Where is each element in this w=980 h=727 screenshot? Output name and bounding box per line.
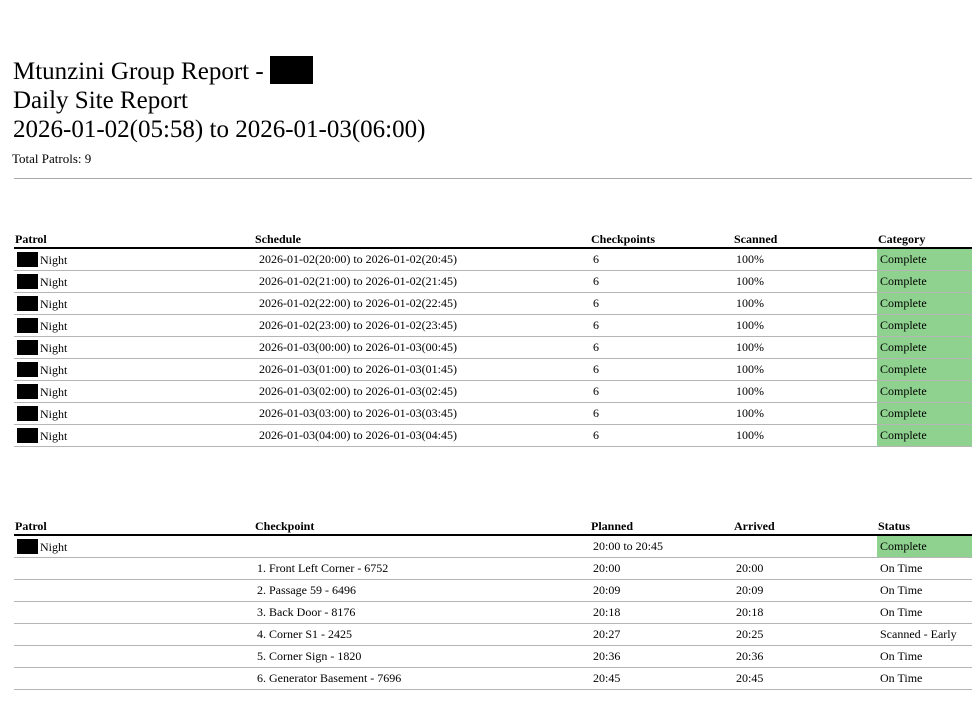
summary-scanned: 100% [733,403,877,425]
detail-checkpoint-row [14,558,972,580]
summary-patrol-name: Night [40,362,68,377]
summary-category: Complete [877,248,972,271]
summary-schedule: 2026-01-03(02:00) to 2026-01-03(02:45) [254,381,590,403]
detail-header-arrived: Arrived [733,516,877,535]
summary-schedule: 2026-01-02(22:00) to 2026-01-02(22:45) [254,293,590,315]
summary-patrol-name: Night [40,274,68,289]
summary-row [14,381,972,403]
summary-header-schedule: Schedule [254,229,590,248]
redacted-guard-name [17,428,38,443]
redacted-guard-name [17,406,38,421]
summary-patrol-cell [14,293,254,315]
redacted-site-name [270,56,313,84]
detail-planned-time: 20:00 [590,558,733,580]
detail-status: On Time [877,668,972,690]
detail-planned-time: 20:45 [590,668,733,690]
summary-patrol-name: Night [40,340,68,355]
patrol-summary-table [14,229,972,447]
detail-header-row [14,516,972,535]
summary-row [14,425,972,447]
summary-patrol-name: Night [40,384,68,399]
detail-checkpoint-name: 5. Corner Sign - 1820 [254,646,590,668]
summary-patrol-name: Night [40,252,68,267]
detail-status: On Time [877,602,972,624]
detail-patrol-arrived-cell [733,535,877,558]
checkpoint-detail-table [14,516,972,690]
detail-planned-time: 20:09 [590,580,733,602]
detail-checkpoint-row [14,624,972,646]
redacted-guard-name [17,296,38,311]
detail-checkpoint-name: 4. Corner S1 - 2425 [254,624,590,646]
summary-patrol-cell [14,337,254,359]
detail-patrol-cell [14,535,254,558]
summary-scanned: 100% [733,381,877,403]
detail-header-status: Status [877,516,972,535]
summary-checkpoints: 6 [590,248,733,271]
detail-planned-time: 20:18 [590,602,733,624]
summary-schedule: 2026-01-03(01:00) to 2026-01-03(01:45) [254,359,590,381]
detail-planned-time: 20:27 [590,624,733,646]
summary-patrol-cell [14,381,254,403]
summary-checkpoints: 6 [590,381,733,403]
total-patrols: Total Patrols: 9 [12,151,92,166]
redacted-guard-name [17,252,38,267]
summary-checkpoints: 6 [590,359,733,381]
summary-patrol-name: Night [40,296,68,311]
detail-checkpoint-row [14,668,972,690]
summary-checkpoints: 6 [590,337,733,359]
summary-patrol-cell [14,359,254,381]
summary-patrol-cell [14,425,254,447]
report-subtitle: Daily Site Report [13,87,188,114]
detail-header-planned: Planned [590,516,733,535]
detail-empty-patrol-cell [14,558,254,580]
detail-empty-patrol-cell [14,624,254,646]
detail-patrol-row [14,535,972,558]
summary-checkpoints: 6 [590,271,733,293]
summary-category: Complete [877,425,972,447]
summary-category: Complete [877,271,972,293]
detail-status: On Time [877,558,972,580]
redacted-guard-name [17,539,38,554]
detail-patrol-checkpoint-cell [254,535,590,558]
summary-header-checkpoints: Checkpoints [590,229,733,248]
detail-checkpoint-row [14,646,972,668]
summary-category: Complete [877,315,972,337]
redacted-guard-name [17,274,38,289]
detail-empty-patrol-cell [14,668,254,690]
report-title: Mtunzini Group Report - [13,58,264,85]
summary-schedule: 2026-01-03(04:00) to 2026-01-03(04:45) [254,425,590,447]
summary-checkpoints: 6 [590,315,733,337]
summary-schedule: 2026-01-03(03:00) to 2026-01-03(03:45) [254,403,590,425]
detail-checkpoint-name: 6. Generator Basement - 7696 [254,668,590,690]
summary-scanned: 100% [733,425,877,447]
summary-checkpoints: 6 [590,425,733,447]
summary-scanned: 100% [733,271,877,293]
report-title-line [13,56,425,86]
summary-row [14,359,972,381]
detail-empty-patrol-cell [14,602,254,624]
redacted-guard-name [17,362,38,377]
detail-patrol-status: Complete [877,535,972,558]
summary-row [14,315,972,337]
detail-arrived-time: 20:25 [733,624,877,646]
detail-arrived-time: 20:36 [733,646,877,668]
detail-status: On Time [877,580,972,602]
summary-category: Complete [877,381,972,403]
detail-arrived-time: 20:45 [733,668,877,690]
detail-checkpoint-row [14,602,972,624]
summary-schedule: 2026-01-03(00:00) to 2026-01-03(00:45) [254,337,590,359]
summary-row [14,248,972,271]
summary-scanned: 100% [733,315,877,337]
detail-empty-patrol-cell [14,580,254,602]
summary-row [14,337,972,359]
summary-patrol-cell [14,248,254,271]
detail-status: Scanned - Early [877,624,972,646]
detail-checkpoint-row [14,580,972,602]
redacted-guard-name [17,384,38,399]
detail-empty-patrol-cell [14,646,254,668]
summary-patrol-name: Night [40,406,68,421]
summary-header-category: Category [877,229,972,248]
detail-checkpoint-name: 1. Front Left Corner - 6752 [254,558,590,580]
summary-row [14,403,972,425]
summary-scanned: 100% [733,337,877,359]
detail-arrived-time: 20:18 [733,602,877,624]
detail-arrived-time: 20:09 [733,580,877,602]
summary-patrol-cell [14,315,254,337]
summary-header-row [14,229,972,248]
summary-patrol-name: Night [40,318,68,333]
summary-checkpoints: 6 [590,403,733,425]
summary-category: Complete [877,337,972,359]
detail-status: On Time [877,646,972,668]
summary-row [14,293,972,315]
report-date-range: 2026-01-02(05:58) to 2026-01-03(06:00) [13,116,426,143]
summary-category: Complete [877,293,972,315]
summary-patrol-cell [14,271,254,293]
summary-schedule: 2026-01-02(23:00) to 2026-01-02(23:45) [254,315,590,337]
summary-scanned: 100% [733,359,877,381]
summary-category: Complete [877,359,972,381]
summary-schedule: 2026-01-02(20:00) to 2026-01-02(20:45) [254,248,590,271]
summary-category: Complete [877,403,972,425]
summary-header-scanned: Scanned [733,229,877,248]
header-divider [14,178,972,179]
summary-checkpoints: 6 [590,293,733,315]
detail-checkpoint-name: 3. Back Door - 8176 [254,602,590,624]
summary-patrol-name: Night [40,428,68,443]
summary-row [14,271,972,293]
summary-scanned: 100% [733,248,877,271]
detail-header-patrol: Patrol [14,516,254,535]
detail-patrol-name: Night [40,539,68,554]
detail-planned-time: 20:36 [590,646,733,668]
detail-header-checkpoint: Checkpoint [254,516,590,535]
redacted-guard-name [17,340,38,355]
detail-arrived-time: 20:00 [733,558,877,580]
redacted-guard-name [17,318,38,333]
summary-scanned: 100% [733,293,877,315]
summary-schedule: 2026-01-02(21:00) to 2026-01-02(21:45) [254,271,590,293]
summary-patrol-cell [14,403,254,425]
detail-checkpoint-name: 2. Passage 59 - 6496 [254,580,590,602]
detail-patrol-planned: 20:00 to 20:45 [590,535,733,558]
report-header [13,56,425,144]
summary-header-patrol: Patrol [14,229,254,248]
